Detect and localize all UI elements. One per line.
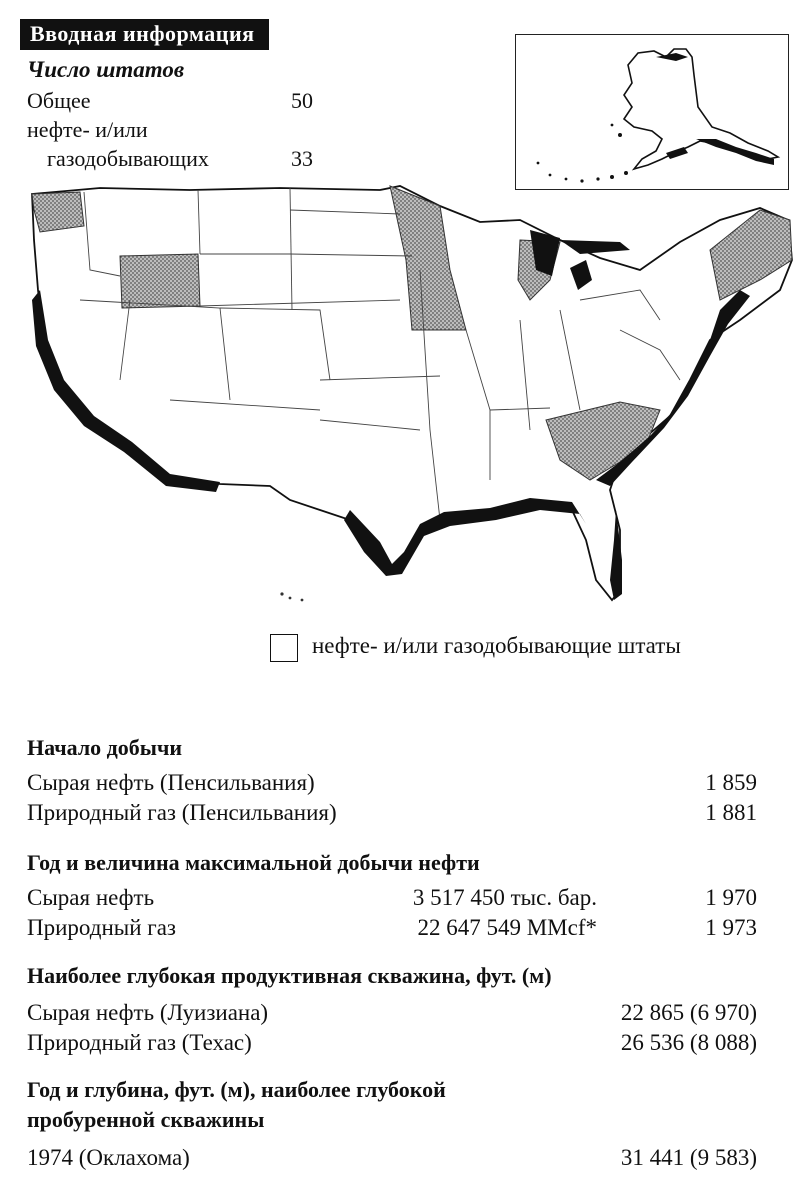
total-states-value: 50 (291, 88, 313, 113)
table-row (27, 800, 757, 830)
start-of-production-title: Начало добычи (27, 735, 183, 760)
row-value: 1 973 (705, 915, 757, 940)
row-label: Природный газ (27, 915, 177, 940)
aleutian-islands (537, 124, 628, 183)
row-label: Природный газ (Техас) (27, 1030, 252, 1055)
row-value: 31 441 (9 583) (620, 1145, 757, 1170)
table-row (27, 1000, 757, 1030)
row-label: Сырая нефть (27, 885, 155, 910)
alaska-map-graphic (516, 35, 788, 189)
row-label: 1974 (Оклахома) (27, 1145, 190, 1170)
state-idaho-area (120, 254, 200, 308)
usa-map-graphic (20, 180, 800, 620)
row-label: Сырая нефть (Пенсильвания) (27, 770, 315, 795)
deepest-drilled-title-line2: пробуренной скважины (27, 1107, 265, 1132)
intro-badge: Вводная информация (20, 19, 269, 50)
table-row (27, 915, 757, 945)
alaska-outline (624, 49, 778, 169)
producing-states-label-line2: газодобывающих (47, 146, 209, 171)
table-row (27, 1030, 757, 1060)
table-row (27, 885, 757, 915)
peak-production-title: Год и величина максимальной добычи нефти (27, 850, 480, 875)
row-value: 26 536 (8 088) (620, 1030, 757, 1055)
row-value: 1 859 (705, 770, 757, 795)
row-value: 1 970 (705, 885, 757, 910)
table-row (27, 1145, 757, 1175)
intro-heading: Число штатов (27, 57, 185, 82)
row-label: Сырая нефть (Луизиана) (27, 1000, 269, 1025)
row-value: 22 865 (6 970) (620, 1000, 757, 1025)
row-amount: 3 517 450 тыс. бар. (412, 885, 597, 910)
florida-keys (280, 592, 303, 601)
producing-states-label-line1: нефте- и/или (27, 117, 148, 142)
deepest-productive-title: Наиболее глубокая продуктивная скважина, фут. (м) (27, 963, 552, 988)
row-value: 1 881 (705, 800, 757, 825)
row-amount: 22 647 549 MMcf* (417, 915, 597, 940)
total-states-label: Общее (27, 88, 91, 113)
state-washington (32, 192, 84, 232)
producing-states-value: 33 (291, 146, 313, 171)
table-row (27, 770, 757, 800)
row-label: Природный газ (Пенсильвания) (27, 800, 337, 825)
deepest-drilled-title-line1: Год и глубина, фут. (м), наиболее глубокой (27, 1077, 446, 1102)
legend-swatch-producing (270, 634, 298, 662)
usa-map (20, 180, 800, 620)
alaska-inset-map (515, 34, 789, 190)
legend-label: нефте- и/или газодобывающие штаты (312, 633, 681, 658)
